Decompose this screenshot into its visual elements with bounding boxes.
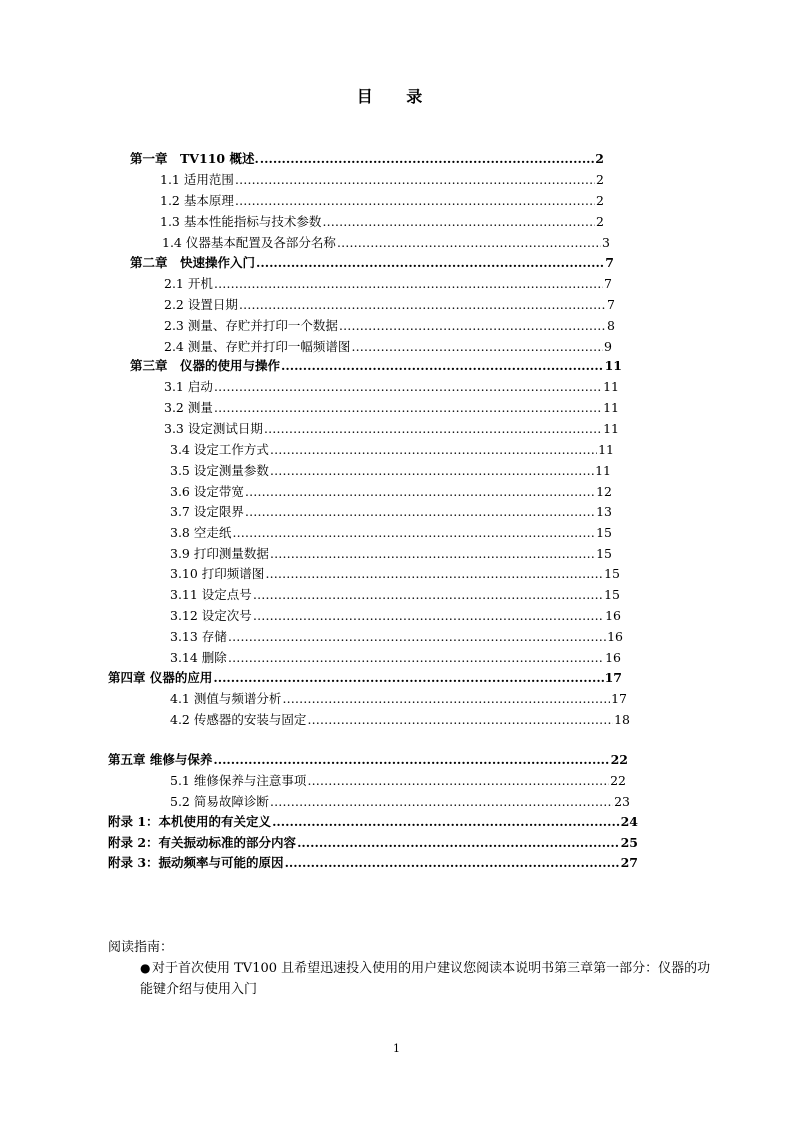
toc-row[interactable]: 5.2 简易故障诊断 ………………………………………………………………………………………………………………………………………………………………………………………………………… 23 xyxy=(170,792,630,812)
toc-row[interactable]: 第一章 TV110 概述. ..... 2 xyxy=(130,149,604,169)
toc-row[interactable]: 3.1 启动 ………………………………………………………………………………………………………………………………………………………………………………………………………… 11 xyxy=(164,377,619,397)
toc-row[interactable]: 1.3 基本性能指标与技术参数 ………………………………………………………………………………………………………………………………………………………………………………………………………… 2 xyxy=(160,212,604,232)
toc-row[interactable]: 3.10 打印频谱图 ………………………………………………………………………………………………………………………………………………………………………………………………………… 15 xyxy=(170,564,620,584)
toc-row[interactable]: 第五章 维修与保养 ..... 22 xyxy=(108,750,628,770)
toc-row[interactable]: 2.3 测量、存贮并打印一个数据 ………………………………………………………………………………………………………………………………………………………………………………………………………… 8 xyxy=(164,316,615,336)
toc-row[interactable]: 1.4 仪器基本配置及各部分名称 ………………………………………………………………………………………………………………………………………………………………………………………………………… 3 xyxy=(162,233,610,253)
toc-row[interactable]: 3.6 设定带宽 ………………………………………………………………………………………………………………………………………………………………………………………………………… 12 xyxy=(170,482,612,502)
toc-row[interactable]: 3.2 测量 ………………………………………………………………………………………………………………………………………………………………………………………………………… 11 xyxy=(164,398,619,418)
toc-row[interactable]: 3.8 空走纸 ………………………………………………………………………………………………………………………………………………………………………………………………………… 15 xyxy=(170,523,612,543)
toc-row[interactable]: 2.4 测量、存贮并打印一幅频谱图 ………………………………………………………………………………………………………………………………………………………………………………………………………… 9 xyxy=(164,337,612,357)
toc-row[interactable]: 附录 2：有关振动标准的部分内容 ..... 25 xyxy=(108,833,638,853)
page-number: 1 xyxy=(393,1042,400,1055)
toc-row[interactable]: 1.2 基本原理 ………………………………………………………………………………………………………………………………………………………………………………………………………… 2 xyxy=(160,191,604,211)
toc-row[interactable]: 2.1 开机 ………………………………………………………………………………………………………………………………………………………………………………………………………… 7 xyxy=(164,274,612,294)
toc-row[interactable]: 3.14 删除 ………………………………………………………………………………………………………………………………………………………………………………………………………… 16 xyxy=(170,648,621,668)
reading-guide-heading: 阅读指南： xyxy=(108,940,174,955)
toc-row[interactable]: 4.2 传感器的安装与固定 ………………………………………………………………………………………………………………………………………………………………………………………………………… 18 xyxy=(170,710,630,730)
toc-row[interactable]: 第三章 仪器的使用与操作 ..... 11 xyxy=(130,356,622,376)
toc-row[interactable]: 3.7 设定限界 ………………………………………………………………………………………………………………………………………………………………………………………………………… 13 xyxy=(170,502,612,522)
reading-guide-text: 对于首次使用 TV100 且希望迅速投入使用的用户建议您阅读本说明书第三章第一部分：仪器的功能键介绍与使用入门 xyxy=(140,961,711,997)
toc-row[interactable]: 4.1 测值与频谱分析 ………………………………………………………………………………………………………………………………………………………………………………………………………… 17 xyxy=(170,689,627,709)
toc-row[interactable]: 3.4 设定工作方式 ………………………………………………………………………………………………………………………………………………………………………………………………………… 11 xyxy=(170,440,614,460)
toc-row[interactable]: 3.13 存储 ………………………………………………………………………………………………………………………………………………………………………………………………………… 16 xyxy=(170,627,623,647)
toc-row[interactable]: 第二章 快速操作入门 ..... 7 xyxy=(130,253,614,273)
toc-row[interactable]: 附录 1：本机使用的有关定义 ..... 24 xyxy=(108,812,638,832)
toc-row[interactable]: 1.1 适用范围 ………………………………………………………………………………………………………………………………………………………………………………………………………… 2 xyxy=(160,170,604,190)
toc-row[interactable]: 附录 3：振动频率与可能的原因 ..... 27 xyxy=(108,853,638,873)
toc-row[interactable]: 3.3 设定测试日期 ………………………………………………………………………………………………………………………………………………………………………………………………………… 11 xyxy=(164,419,619,439)
toc-row[interactable]: 3.12 设定次号 ………………………………………………………………………………………………………………………………………………………………………………………………………… 16 xyxy=(170,606,621,626)
bullet-icon: ● xyxy=(140,961,151,975)
toc-row[interactable]: 3.5 设定测量参数 ………………………………………………………………………………………………………………………………………………………………………………………………………… 11 xyxy=(170,461,611,481)
reading-guide-item xyxy=(140,958,720,1000)
toc-row[interactable]: 3.11 设定点号 ………………………………………………………………………………………………………………………………………………………………………………………………………… 15 xyxy=(170,585,620,605)
toc-row[interactable]: 第四章 仪器的应用 ..... 17 xyxy=(108,668,622,688)
toc-row[interactable]: 5.1 维修保养与注意事项 ………………………………………………………………………………………………………………………………………………………………………………………………………… 22 xyxy=(170,771,626,791)
toc-title: 目 录 xyxy=(356,87,437,106)
toc-row[interactable]: 2.2 设置日期 ………………………………………………………………………………………………………………………………………………………………………………………………………… 7 xyxy=(164,295,615,315)
toc-row[interactable]: 3.9 打印测量数据 ………………………………………………………………………………………………………………………………………………………………………………………………………… 15 xyxy=(170,544,612,564)
